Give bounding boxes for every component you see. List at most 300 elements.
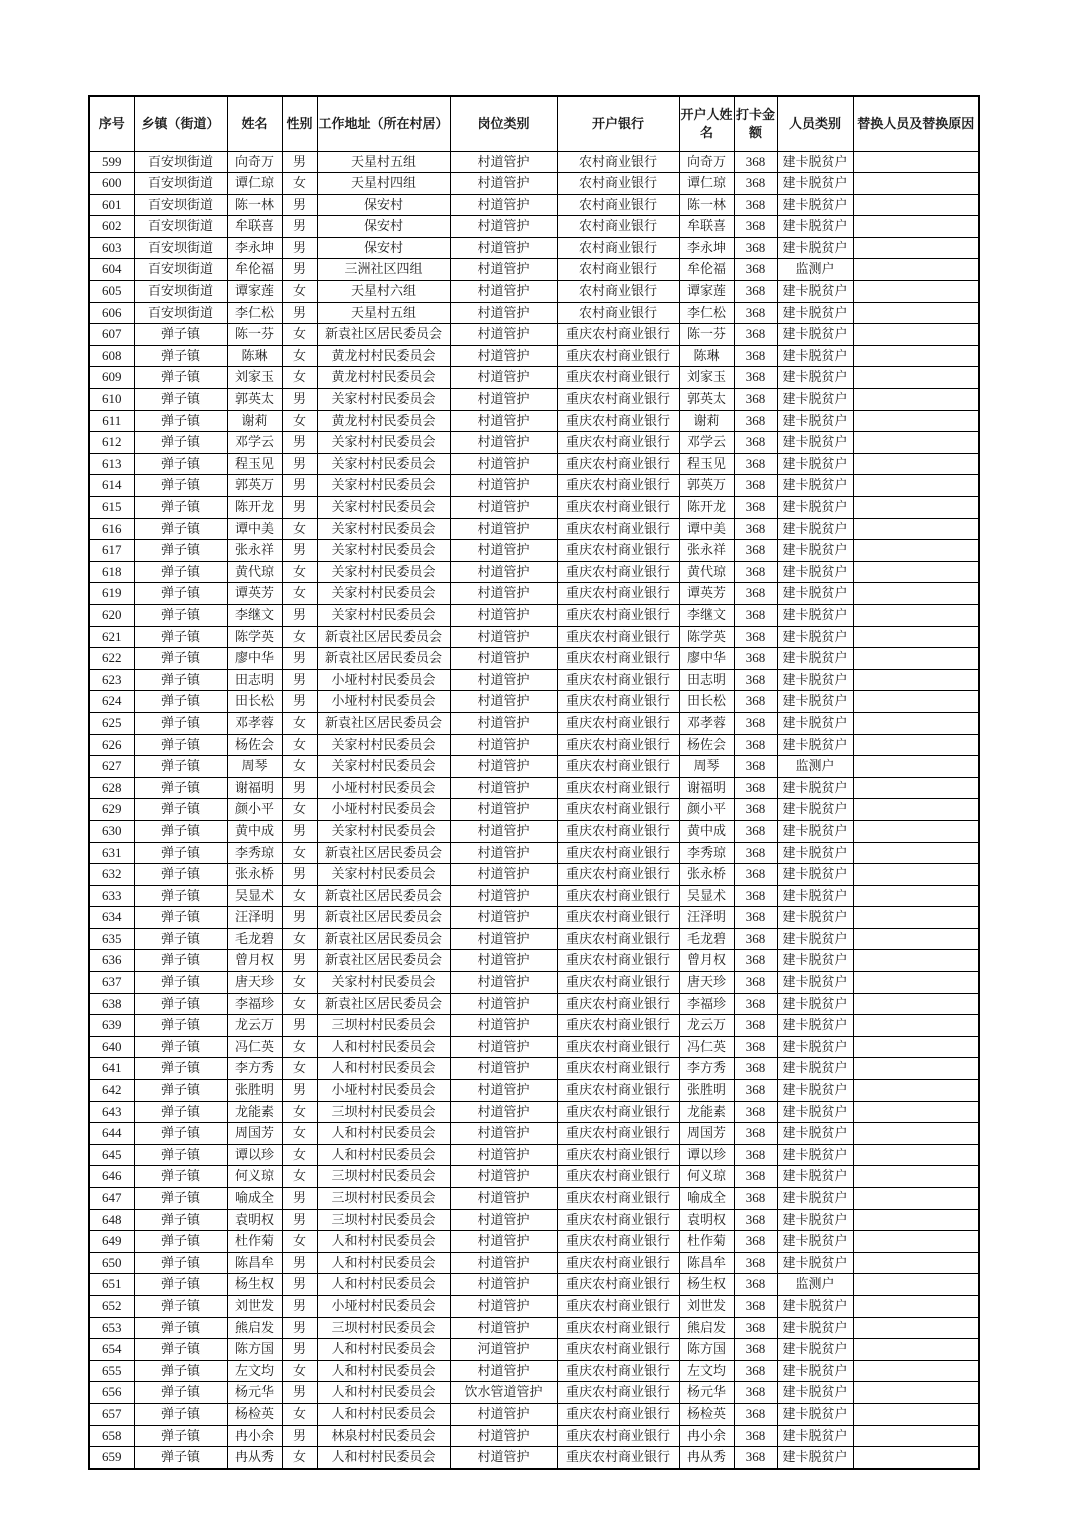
table-cell: 建卡脱贫户 [777,389,853,411]
table-cell: 625 [89,712,134,734]
table-cell: 女 [282,1123,317,1145]
table-cell: 李永坤 [679,237,734,259]
table-cell: 女 [282,1231,317,1253]
table-cell: 建卡脱贫户 [777,820,853,842]
table-cell: 张永祥 [679,540,734,562]
table-cell: 建卡脱贫户 [777,281,853,303]
table-cell [853,1317,979,1339]
table-cell: 656 [89,1382,134,1404]
table-row [89,669,979,691]
table-cell: 重庆农村商业银行 [557,1295,679,1317]
table-cell: 人和村村民委员会 [317,1036,450,1058]
table-cell: 村道管护 [450,1036,557,1058]
table-cell: 村道管护 [450,842,557,864]
table-cell: 曾月权 [227,950,282,972]
table-cell: 黄中成 [679,820,734,842]
table-cell: 368 [734,1403,777,1425]
table-cell: 建卡脱贫户 [777,972,853,994]
table-cell: 天星村五组 [317,302,450,324]
table-row [89,410,979,432]
table-cell [853,1080,979,1102]
table-cell: 611 [89,410,134,432]
table-cell: 建卡脱贫户 [777,583,853,605]
table-cell: 女 [282,1360,317,1382]
table-cell: 陈学英 [679,626,734,648]
table-cell: 643 [89,1101,134,1123]
table-cell: 新袁社区居民委员会 [317,928,450,950]
table-cell: 村道管护 [450,1144,557,1166]
table-cell: 唐天珍 [227,972,282,994]
table-cell: 村道管护 [450,820,557,842]
table-cell: 368 [734,1015,777,1037]
table-cell: 建卡脱贫户 [777,237,853,259]
table-cell: 建卡脱贫户 [777,410,853,432]
table-cell: 男 [282,691,317,713]
table-cell: 建卡脱贫户 [777,518,853,540]
table-cell [853,1252,979,1274]
table-cell: 600 [89,173,134,195]
table-cell: 村道管护 [450,1080,557,1102]
table-cell: 刘世发 [679,1295,734,1317]
table-cell: 建卡脱贫户 [777,777,853,799]
table-cell [853,820,979,842]
table-cell: 村道管护 [450,1360,557,1382]
header-gender: 性别 [282,96,317,151]
table-cell: 何义琼 [679,1166,734,1188]
table-cell: 建卡脱贫户 [777,1123,853,1145]
table-row [89,1015,979,1037]
header-name: 姓名 [227,96,282,151]
table-cell: 周国芳 [679,1123,734,1145]
table-cell: 655 [89,1360,134,1382]
table-cell: 龙云万 [679,1015,734,1037]
table-cell: 新袁社区居民委员会 [317,950,450,972]
table-cell: 张胜明 [227,1080,282,1102]
table-row [89,950,979,972]
table-cell: 建卡脱贫户 [777,1447,853,1469]
table-cell: 郭英太 [679,389,734,411]
table-cell: 陈开龙 [227,497,282,519]
table-cell: 张胜明 [679,1080,734,1102]
table-cell: 新袁社区居民委员会 [317,842,450,864]
table-cell: 女 [282,842,317,864]
table-cell: 农村商业银行 [557,259,679,281]
table-cell: 弹子镇 [134,1360,227,1382]
table-cell: 619 [89,583,134,605]
table-cell: 368 [734,648,777,670]
table-cell: 重庆农村商业银行 [557,1166,679,1188]
table-cell: 368 [734,1317,777,1339]
table-cell: 监测户 [777,259,853,281]
table-row [89,907,979,929]
table-cell: 李继文 [227,604,282,626]
table-cell: 368 [734,777,777,799]
table-cell [853,1360,979,1382]
table-cell: 关家村村民委员会 [317,389,450,411]
table-cell: 村道管护 [450,518,557,540]
table-cell: 关家村村民委员会 [317,475,450,497]
table-cell: 368 [734,864,777,886]
table-cell: 627 [89,756,134,778]
table-cell: 关家村村民委员会 [317,820,450,842]
table-cell: 640 [89,1036,134,1058]
table-cell: 村道管护 [450,928,557,950]
table-cell: 袁明权 [679,1209,734,1231]
table-cell: 郭英万 [227,475,282,497]
table-cell: 653 [89,1317,134,1339]
table-cell: 608 [89,345,134,367]
table-cell: 368 [734,367,777,389]
table-cell [853,1144,979,1166]
table-cell: 新袁社区居民委员会 [317,648,450,670]
table-cell: 建卡脱贫户 [777,1101,853,1123]
table-cell: 368 [734,151,777,173]
table-cell: 邓学云 [679,432,734,454]
table-row [89,540,979,562]
table-cell: 建卡脱贫户 [777,1015,853,1037]
table-cell: 男 [282,950,317,972]
table-cell: 李福珍 [227,993,282,1015]
table-cell: 监测户 [777,756,853,778]
table-cell: 人和村村民委员会 [317,1403,450,1425]
table-cell: 黄龙村村民委员会 [317,367,450,389]
table-cell [853,173,979,195]
table-cell: 弹子镇 [134,1209,227,1231]
table-cell: 弹子镇 [134,1382,227,1404]
table-cell: 638 [89,993,134,1015]
header-work-address: 工作地址（所在村居） [317,96,450,151]
table-cell: 陈一林 [227,194,282,216]
table-cell: 邓孝蓉 [679,712,734,734]
table-cell: 368 [734,1144,777,1166]
table-cell: 重庆农村商业银行 [557,410,679,432]
table-cell: 建卡脱贫户 [777,1252,853,1274]
table-cell: 建卡脱贫户 [777,302,853,324]
table-cell: 重庆农村商业银行 [557,626,679,648]
table-cell: 男 [282,604,317,626]
table-cell: 建卡脱贫户 [777,1080,853,1102]
table-cell: 村道管护 [450,1188,557,1210]
table-row [89,820,979,842]
table-cell: 弹子镇 [134,1295,227,1317]
table-cell: 659 [89,1447,134,1469]
table-cell: 628 [89,777,134,799]
table-cell [853,799,979,821]
table-cell: 男 [282,1295,317,1317]
table-cell: 弹子镇 [134,885,227,907]
table-cell [853,1447,979,1469]
table-cell: 杨检英 [227,1403,282,1425]
table-cell: 熊启发 [679,1317,734,1339]
table-cell: 弹子镇 [134,669,227,691]
table-cell: 弹子镇 [134,453,227,475]
table-cell: 弹子镇 [134,345,227,367]
table-cell: 建卡脱贫户 [777,993,853,1015]
table-cell: 人和村村民委员会 [317,1058,450,1080]
table-cell: 639 [89,1015,134,1037]
table-cell: 建卡脱贫户 [777,842,853,864]
table-cell: 368 [734,1209,777,1231]
table-row [89,583,979,605]
table-cell: 建卡脱贫户 [777,712,853,734]
table-cell: 646 [89,1166,134,1188]
table-cell: 368 [734,1058,777,1080]
table-cell: 百安坝街道 [134,281,227,303]
table-row [89,777,979,799]
table-cell: 重庆农村商业银行 [557,367,679,389]
table-cell: 黄代琼 [227,561,282,583]
table-cell: 村道管护 [450,604,557,626]
table-row [89,1360,979,1382]
table-cell: 新袁社区居民委员会 [317,324,450,346]
header-township-street: 乡镇（街道） [134,96,227,151]
table-cell: 368 [734,475,777,497]
table-cell: 龙能素 [679,1101,734,1123]
table-cell: 龙云万 [227,1015,282,1037]
table-cell: 男 [282,237,317,259]
table-cell [853,1403,979,1425]
table-cell: 村道管护 [450,432,557,454]
table-cell: 冉从秀 [679,1447,734,1469]
table-row [89,799,979,821]
table-cell: 小垭村村民委员会 [317,669,450,691]
table-cell: 重庆农村商业银行 [557,799,679,821]
table-cell: 村道管护 [450,669,557,691]
table-cell: 男 [282,648,317,670]
table-cell: 644 [89,1123,134,1145]
table-cell: 村道管护 [450,885,557,907]
table-cell: 何义琼 [227,1166,282,1188]
table-cell: 建卡脱贫户 [777,453,853,475]
table-cell [853,1101,979,1123]
table-cell [853,1036,979,1058]
table-row [89,691,979,713]
table-cell: 重庆农村商业银行 [557,907,679,929]
table-cell: 黄龙村村民委员会 [317,345,450,367]
table-cell: 弹子镇 [134,1080,227,1102]
table-row [89,497,979,519]
table-cell [853,669,979,691]
table-cell: 李秀琼 [227,842,282,864]
table-cell: 重庆农村商业银行 [557,1274,679,1296]
table-cell: 建卡脱贫户 [777,1058,853,1080]
table-cell: 村道管护 [450,475,557,497]
table-cell: 龙能素 [227,1101,282,1123]
table-cell [853,1382,979,1404]
table-cell: 关家村村民委员会 [317,453,450,475]
table-cell: 弹子镇 [134,1231,227,1253]
table-cell: 陈方国 [679,1339,734,1361]
table-cell: 重庆农村商业银行 [557,432,679,454]
table-cell: 女 [282,928,317,950]
table-cell [853,842,979,864]
table-cell: 368 [734,432,777,454]
table-cell: 368 [734,497,777,519]
table-cell [853,885,979,907]
table-body [89,151,979,1469]
table-cell: 368 [734,1295,777,1317]
table-cell: 张永桥 [679,864,734,886]
table-cell: 368 [734,1080,777,1102]
table-cell: 喻成全 [227,1188,282,1210]
table-cell: 村道管护 [450,453,557,475]
table-cell: 女 [282,756,317,778]
table-cell: 农村商业银行 [557,237,679,259]
table-cell: 368 [734,820,777,842]
table-cell: 建卡脱贫户 [777,497,853,519]
table-row [89,712,979,734]
table-cell [853,281,979,303]
table-cell: 368 [734,1382,777,1404]
table-cell: 谭家莲 [679,281,734,303]
table-row [89,928,979,950]
table-cell: 毛龙碧 [227,928,282,950]
table-cell: 重庆农村商业银行 [557,777,679,799]
table-cell: 建卡脱贫户 [777,799,853,821]
table-cell: 男 [282,777,317,799]
table-row [89,1188,979,1210]
table-cell: 重庆农村商业银行 [557,497,679,519]
table-row [89,648,979,670]
table-cell: 658 [89,1425,134,1447]
table-cell: 李方秀 [227,1058,282,1080]
table-cell: 百安坝街道 [134,216,227,238]
table-cell: 建卡脱贫户 [777,1144,853,1166]
table-cell: 重庆农村商业银行 [557,864,679,886]
table-cell: 建卡脱贫户 [777,1339,853,1361]
table-cell: 陈一林 [679,194,734,216]
table-cell: 弹子镇 [134,518,227,540]
table-cell [853,389,979,411]
table-cell: 程玉见 [679,453,734,475]
table-cell: 弹子镇 [134,1447,227,1469]
table-cell: 人和村村民委员会 [317,1144,450,1166]
table-cell: 重庆农村商业银行 [557,669,679,691]
table-cell: 368 [734,583,777,605]
table-cell: 612 [89,432,134,454]
table-cell: 村道管护 [450,907,557,929]
table-cell: 368 [734,907,777,929]
table-cell: 黄中成 [227,820,282,842]
table-cell: 村道管护 [450,1209,557,1231]
table-cell [853,1339,979,1361]
table-row [89,1295,979,1317]
table-cell: 百安坝街道 [134,259,227,281]
table-cell: 村道管护 [450,259,557,281]
table-cell: 368 [734,389,777,411]
table-cell: 建卡脱贫户 [777,432,853,454]
table-cell: 648 [89,1209,134,1231]
table-row [89,518,979,540]
table-cell: 监测户 [777,1274,853,1296]
table-row [89,194,979,216]
table-row [89,972,979,994]
table-cell [853,302,979,324]
table-cell: 630 [89,820,134,842]
table-cell: 谭以珍 [227,1144,282,1166]
table-cell: 陈琳 [679,345,734,367]
table-cell: 620 [89,604,134,626]
table-cell: 建卡脱贫户 [777,1188,853,1210]
table-cell: 百安坝街道 [134,302,227,324]
table-cell: 向奇万 [227,151,282,173]
table-cell: 村道管护 [450,1317,557,1339]
table-cell [853,216,979,238]
table-cell [853,993,979,1015]
table-cell: 郭英太 [227,389,282,411]
table-cell: 弹子镇 [134,389,227,411]
table-cell [853,259,979,281]
table-cell: 男 [282,259,317,281]
table-cell: 368 [734,799,777,821]
table-cell: 重庆农村商业银行 [557,604,679,626]
table-cell: 弹子镇 [134,950,227,972]
table-cell: 三坝村村民委员会 [317,1015,450,1037]
table-cell: 汪泽明 [679,907,734,929]
table-cell: 村道管护 [450,756,557,778]
table-row [89,281,979,303]
table-cell: 左文均 [227,1360,282,1382]
table-cell [853,864,979,886]
table-cell: 弹子镇 [134,497,227,519]
table-cell: 农村商业银行 [557,194,679,216]
table-cell: 650 [89,1252,134,1274]
table-cell: 建卡脱贫户 [777,1295,853,1317]
table-cell: 重庆农村商业银行 [557,1036,679,1058]
table-cell: 重庆农村商业银行 [557,475,679,497]
table-cell: 弹子镇 [134,367,227,389]
table-cell: 建卡脱贫户 [777,1231,853,1253]
table-cell: 谭以珍 [679,1144,734,1166]
table-cell: 重庆农村商业银行 [557,583,679,605]
table-row [89,1231,979,1253]
table-cell: 弹子镇 [134,864,227,886]
table-cell: 饮水管道管护 [450,1382,557,1404]
table-cell: 重庆农村商业银行 [557,1403,679,1425]
table-cell: 女 [282,518,317,540]
table-cell: 小垭村村民委员会 [317,799,450,821]
table-cell: 村道管护 [450,864,557,886]
table-cell: 647 [89,1188,134,1210]
table-cell [853,324,979,346]
table-cell: 周琴 [227,756,282,778]
table-cell: 重庆农村商业银行 [557,1058,679,1080]
table-cell: 368 [734,842,777,864]
table-cell: 368 [734,669,777,691]
table-cell: 村道管护 [450,1058,557,1080]
table-cell: 冉从秀 [227,1447,282,1469]
table-cell: 农村商业银行 [557,173,679,195]
table-cell: 冯仁英 [679,1036,734,1058]
table-cell: 649 [89,1231,134,1253]
table-cell: 重庆农村商业银行 [557,691,679,713]
table-cell: 黄龙村村民委员会 [317,410,450,432]
table-cell: 小垭村村民委员会 [317,1295,450,1317]
table-cell: 657 [89,1403,134,1425]
table-cell: 654 [89,1339,134,1361]
table-cell: 弹子镇 [134,993,227,1015]
table-row [89,864,979,886]
table-cell [853,432,979,454]
table-cell [853,194,979,216]
table-cell: 周国芳 [227,1123,282,1145]
table-cell: 冉小余 [227,1425,282,1447]
table-cell: 袁明权 [227,1209,282,1231]
table-cell: 保安村 [317,194,450,216]
table-cell: 641 [89,1058,134,1080]
table-cell: 谭仁琼 [227,173,282,195]
table-cell: 建卡脱贫户 [777,950,853,972]
